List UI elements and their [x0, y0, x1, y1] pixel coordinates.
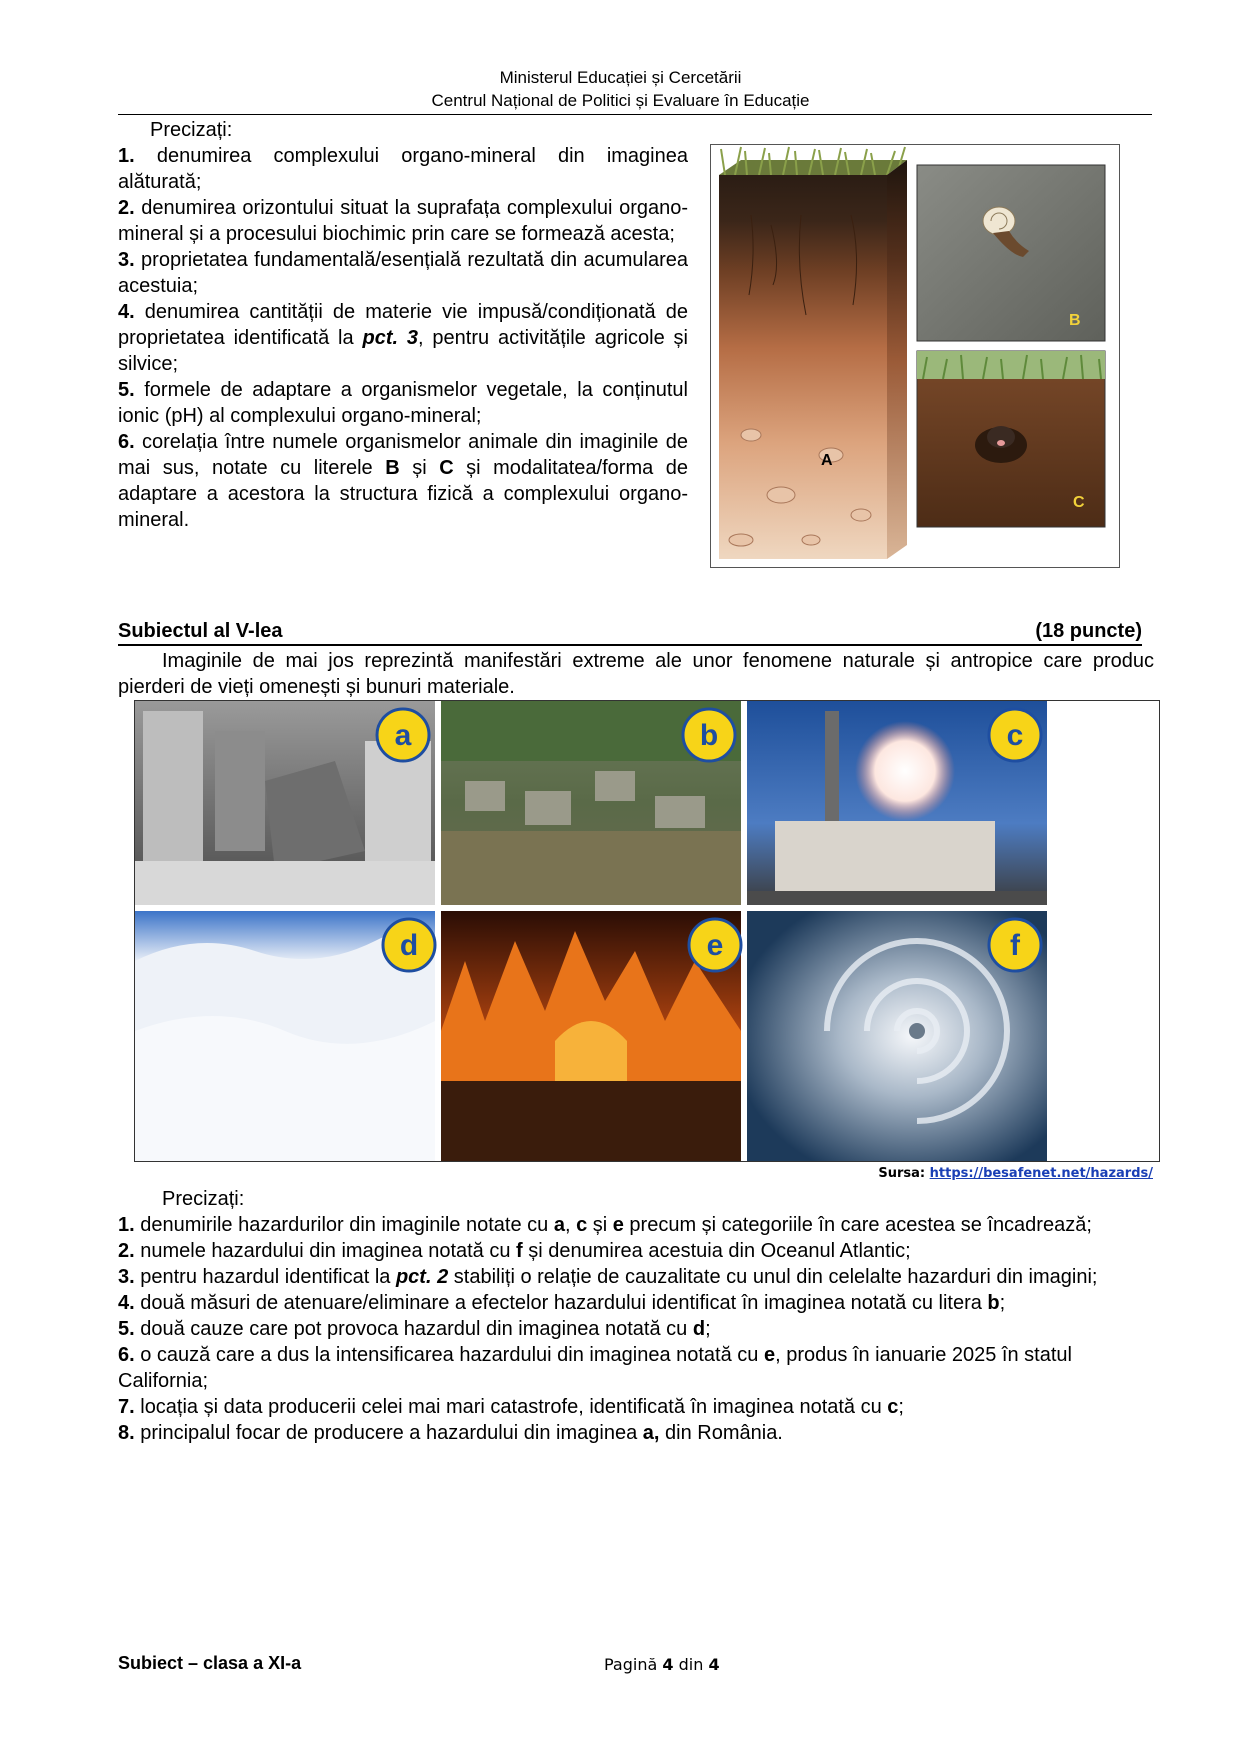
panel-e-badge — [689, 919, 741, 971]
section5-intro: Imaginile de mai jos reprezintă manifestări extreme ale unor fenomene naturale și antropice care produc pierderi de vieți omenești și bunuri materiale. — [118, 650, 1154, 698]
panel-label-e: e — [706, 929, 724, 962]
question-number: 4. — [118, 1292, 135, 1314]
section1-intro: Precizați: — [150, 119, 233, 141]
question-text: formele de adaptare a organismelor vegetale, la conținutul ionic (pH) al complexului organo-mineral; — [118, 379, 688, 427]
source-link[interactable]: https://besafenet.net/hazards/ — [929, 1166, 1153, 1181]
figure-label-b: B — [1069, 312, 1081, 329]
panel-a-badge — [377, 709, 429, 761]
hazard-question-1: 1. denumirile hazardurilor din imaginile notate cu a, c și e precum și categoriile în care acestea se încadrează; — [118, 1214, 1092, 1236]
question-number: 6. — [118, 431, 135, 453]
hazards-figure — [134, 700, 1160, 1162]
question-text: și modalitatea/forma de adaptare a acestora la structura fizică a complexului organo-mineral. — [118, 457, 689, 531]
question-text: denumirea orizontului situat la suprafața complexului organo-mineral și a procesului biochimic prin care se formează acesta; — [118, 197, 688, 245]
question-letter: C — [439, 457, 454, 479]
hazard-question-5: 5. două cauze care pot provoca hazardul din imaginea notată cu d; — [118, 1318, 711, 1340]
soil-figure — [710, 144, 1120, 568]
source-label: Sursa: — [878, 1166, 930, 1181]
panel-label-d: d — [399, 929, 419, 962]
header-divider — [118, 114, 1152, 115]
section5-points: (18 puncte) — [1035, 620, 1142, 642]
section5-heading — [118, 620, 1142, 646]
question-number: 4. — [118, 301, 135, 323]
question-item-5 — [118, 377, 688, 429]
question-item-4 — [118, 299, 688, 377]
question-number: 3. — [118, 249, 135, 271]
question-number: 3. — [118, 1266, 135, 1288]
question-number: 2. — [118, 1240, 135, 1262]
page-header — [0, 66, 1241, 112]
hazard-question-6: 6. o cauză care a dus la intensificarea hazardului din imaginea notată cu e, produs în ianuarie 2025 în statul California; — [118, 1344, 1072, 1392]
question-letter: B — [385, 457, 400, 479]
figure-label-a: A — [821, 452, 833, 469]
question-text: și — [399, 457, 440, 479]
question-text: denumirea cantității de materie vie impusă/condiționată de proprietatea identificată la — [118, 301, 688, 349]
question-text: , pentru activitățile agricole și silvice; — [118, 327, 688, 375]
question-number: 7. — [118, 1396, 135, 1418]
panel-label-c: c — [1006, 719, 1024, 752]
panel-label-a: a — [394, 719, 412, 752]
section1-question-list — [118, 143, 688, 533]
panel-b-badge — [683, 709, 735, 761]
question-text: corelația între numele organismelor animale din imaginile de mai sus, notate cu literele — [118, 431, 688, 479]
hazard-question-8: 8. principalul focar de producere a hazardului din imaginea a, din România. — [118, 1422, 783, 1444]
hazard-question-7: 7. locația și data producerii celei mai mari catastrofe, identificată în imaginea notată cu c; — [118, 1396, 904, 1418]
question-emphasis: pct. 3 — [362, 327, 419, 349]
panel-label-b: b — [699, 719, 719, 752]
panel-f-badge — [989, 919, 1041, 971]
footer-page-number: Pagină 4 din 4 — [604, 1655, 720, 1674]
soil-figure-illustration — [711, 145, 1119, 567]
footer-subject: Subiect – clasa a XI-a — [118, 1653, 302, 1673]
figure-label-c: C — [1073, 494, 1085, 511]
section5-title: Subiectul al V-lea — [118, 620, 283, 642]
question-item-1 — [118, 143, 688, 195]
header-center: Centrul Național de Politici și Evaluare în Educație — [431, 91, 810, 110]
question-number: 5. — [118, 1318, 135, 1340]
question-number: 6. — [118, 1344, 135, 1366]
question-item-3 — [118, 247, 688, 299]
question-number: 2. — [118, 197, 135, 219]
hazard-question-3: 3. pentru hazardul identificat la pct. 2 stabiliți o relație de cauzalitate cu unul din celelalte hazarduri din imagini; — [118, 1266, 1098, 1288]
question-text: proprietatea fundamentală/esențială rezultată din acumularea acestuia; — [118, 249, 688, 297]
section5-question-list — [118, 1212, 1154, 1446]
question-number: 1. — [118, 145, 135, 167]
panel-c-badge — [989, 709, 1041, 761]
question-text: denumirea complexului organo-mineral din imaginea alăturată; — [118, 145, 688, 193]
hazards-grid — [135, 701, 1159, 1161]
header-ministry: Ministerul Educației și Cercetării — [499, 68, 742, 87]
panel-label-f: f — [1010, 929, 1020, 962]
section5-precize: Precizați: — [162, 1188, 245, 1210]
question-number: 5. — [118, 379, 135, 401]
hazard-question-4: 4. două măsuri de atenuare/eliminare a efectelor hazardului identificat în imaginea notată cu litera b; — [118, 1292, 1006, 1314]
panel-d-badge — [383, 919, 435, 971]
question-number: 8. — [118, 1422, 135, 1444]
hazard-question-2: 2. numele hazardului din imaginea notată cu f și denumirea acestuia din Oceanul Atlantic; — [118, 1240, 911, 1262]
image-source — [878, 1166, 1153, 1181]
question-item-2 — [118, 195, 688, 247]
question-number: 1. — [118, 1214, 135, 1236]
question-item-6 — [118, 429, 688, 533]
